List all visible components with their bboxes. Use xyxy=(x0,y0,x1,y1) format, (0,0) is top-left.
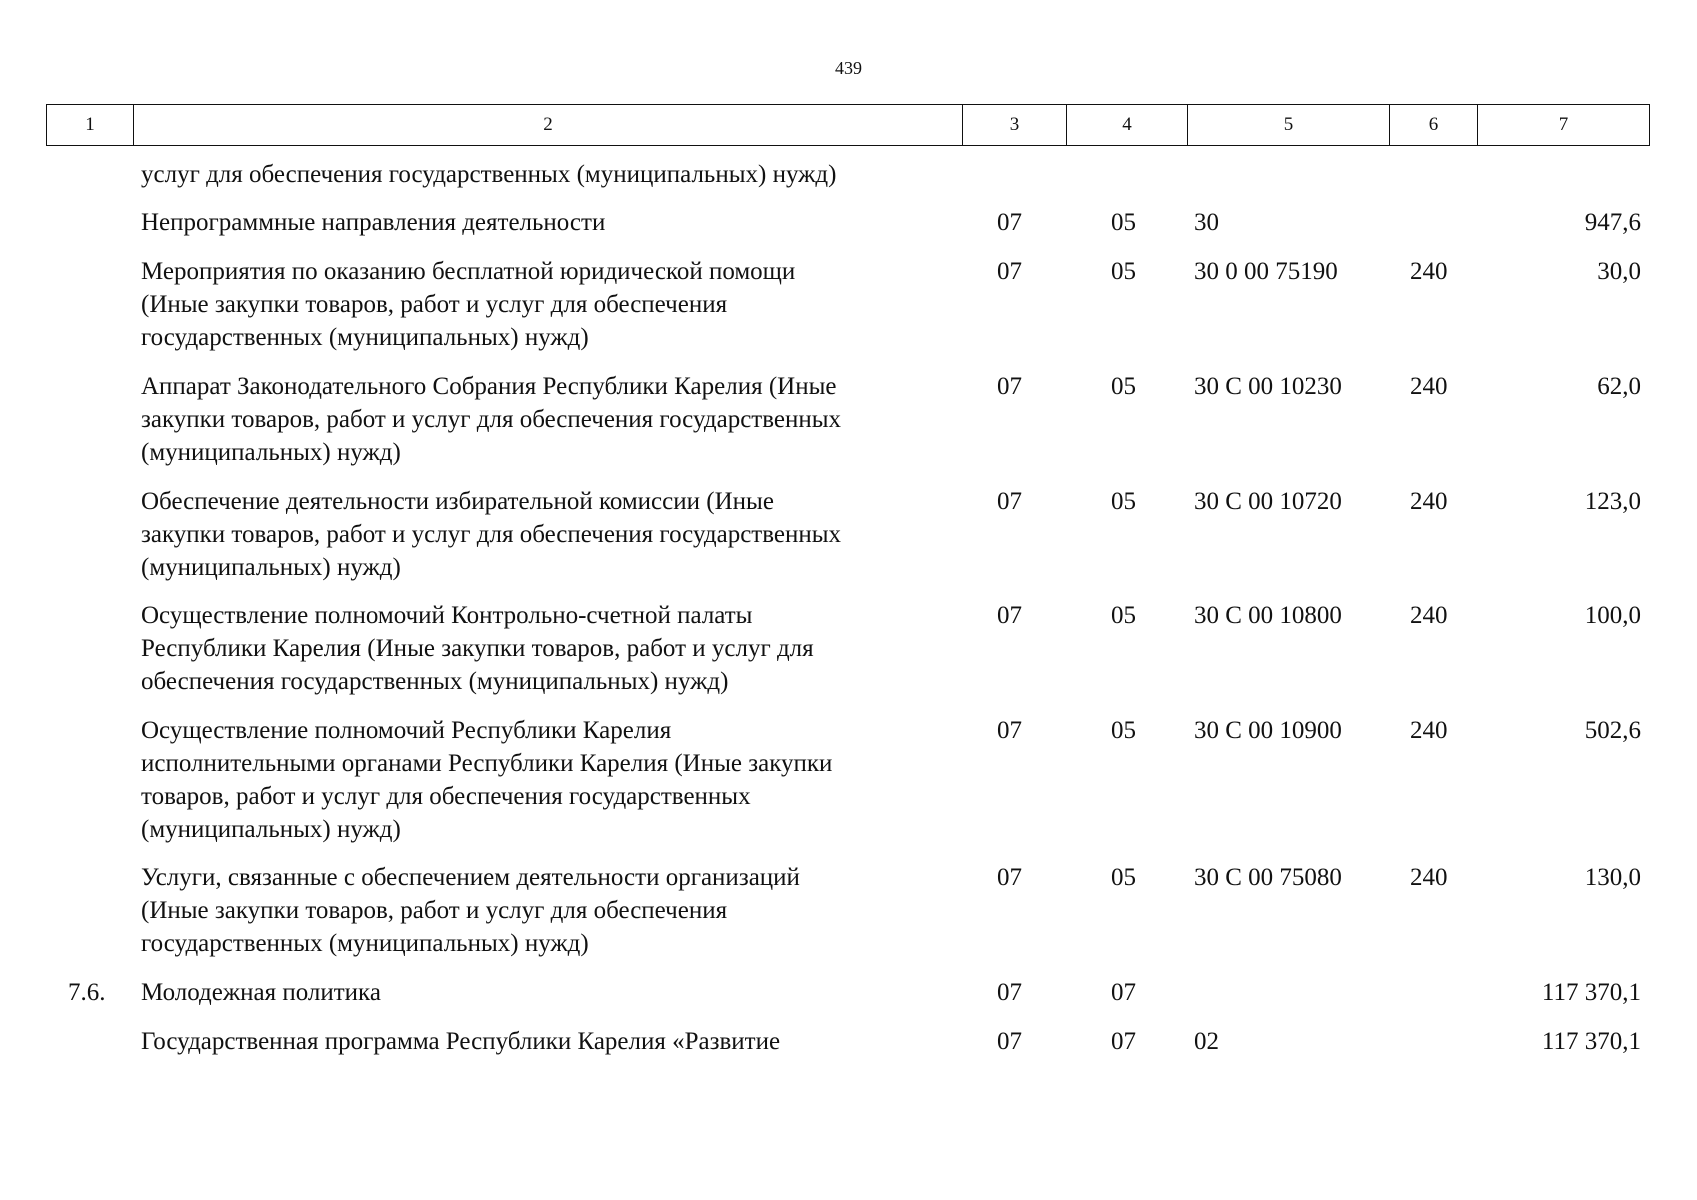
budget-rows xyxy=(46,148,1649,1064)
table-row xyxy=(46,475,1649,589)
row-description xyxy=(141,255,1001,354)
description-line: Осуществление полномочий Республики Карелия xyxy=(141,717,672,744)
description-line: (Иные закупки товаров, работ и услуг для обеспечения xyxy=(141,291,728,318)
description-line: государственных (муниципальных) нужд) xyxy=(141,930,589,957)
description-line: Мероприятия по оказанию бесплатной юридической помощи xyxy=(141,258,796,285)
subsection-code: 05 xyxy=(1111,602,1136,629)
section-code: 07 xyxy=(997,979,1022,1006)
expense-type-code: 240 xyxy=(1410,258,1448,285)
amount: 123,0 xyxy=(1584,488,1641,515)
section-code: 07 xyxy=(997,258,1022,285)
amount: 117 370,1 xyxy=(1541,1028,1641,1055)
description-line: (муниципальных) нужд) xyxy=(141,816,401,843)
table-row xyxy=(46,589,1649,704)
expense-type-code: 240 xyxy=(1410,864,1448,891)
column-header-2: 2 xyxy=(134,105,963,146)
target-article-code: 30 С 00 10230 xyxy=(1194,373,1342,400)
description-line: Непрограммные направления деятельности xyxy=(141,209,606,236)
column-header-row xyxy=(47,105,1650,146)
section-code: 07 xyxy=(997,488,1022,515)
description-line: Услуги, связанные с обеспечением деятельности организаций xyxy=(141,864,800,891)
subsection-code: 07 xyxy=(1111,1028,1136,1055)
section-code: 07 xyxy=(997,602,1022,629)
target-article-code: 30 0 00 75190 xyxy=(1194,258,1338,285)
subsection-code: 05 xyxy=(1111,717,1136,744)
column-header-7: 7 xyxy=(1478,105,1650,146)
row-description xyxy=(141,370,1001,469)
row-description xyxy=(141,976,1001,1009)
column-header-5: 5 xyxy=(1188,105,1390,146)
target-article-code: 30 С 00 10800 xyxy=(1194,602,1342,629)
amount: 62,0 xyxy=(1597,373,1641,400)
table-row xyxy=(46,148,1649,196)
description-line: закупки товаров, работ и услуг для обеспечения государственных xyxy=(141,521,842,548)
description-line: Республики Карелия (Иные закупки товаров, работ и услуг для xyxy=(141,635,814,662)
row-description xyxy=(141,206,1001,239)
expense-type-code: 240 xyxy=(1410,488,1448,515)
row-description xyxy=(141,1025,1001,1058)
description-line: услуг для обеспечения государственных (муниципальных) нужд) xyxy=(141,161,837,188)
description-line: Осуществление полномочий Контрольно-счетной палаты xyxy=(141,602,753,629)
table-row xyxy=(46,851,1649,966)
description-line: (муниципальных) нужд) xyxy=(141,554,401,581)
description-line: Аппарат Законодательного Собрания Республики Карелия (Иные xyxy=(141,373,837,400)
amount: 130,0 xyxy=(1584,864,1641,891)
row-description xyxy=(141,714,1001,846)
section-code: 07 xyxy=(997,1028,1022,1055)
amount: 30,0 xyxy=(1597,258,1641,285)
row-description xyxy=(141,485,1001,584)
section-code: 07 xyxy=(997,864,1022,891)
target-article-code: 30 С 00 10900 xyxy=(1194,717,1342,744)
column-header-3: 3 xyxy=(963,105,1067,146)
expense-type-code: 240 xyxy=(1410,373,1448,400)
table-row xyxy=(46,966,1649,1015)
amount: 117 370,1 xyxy=(1541,979,1641,1006)
amount: 947,6 xyxy=(1584,209,1641,236)
target-article-code: 30 С 00 75080 xyxy=(1194,864,1342,891)
table-row xyxy=(46,360,1649,475)
subsection-code: 05 xyxy=(1111,864,1136,891)
section-code: 07 xyxy=(997,373,1022,400)
description-line: обеспечения государственных (муниципальных) нужд) xyxy=(141,668,729,695)
section-code: 07 xyxy=(997,717,1022,744)
expense-type-code: 240 xyxy=(1410,717,1448,744)
table-row xyxy=(46,704,1649,851)
amount: 502,6 xyxy=(1584,717,1641,744)
target-article-code: 30 xyxy=(1194,209,1219,236)
description-line: (муниципальных) нужд) xyxy=(141,439,401,466)
description-line: закупки товаров, работ и услуг для обеспечения государственных xyxy=(141,406,842,433)
subsection-code: 05 xyxy=(1111,258,1136,285)
amount: 100,0 xyxy=(1584,602,1641,629)
row-description xyxy=(141,158,1001,191)
row-description xyxy=(141,861,1001,960)
description-line: Обеспечение деятельности избирательной комиссии (Иные xyxy=(141,488,774,515)
page-number: 439 xyxy=(835,58,862,78)
row-description xyxy=(141,599,1001,698)
description-line: исполнительными органами Республики Карелия (Иные закупки xyxy=(141,750,833,777)
expense-type-code: 240 xyxy=(1410,602,1448,629)
description-line: (Иные закупки товаров, работ и услуг для обеспечения xyxy=(141,897,728,924)
section-code: 07 xyxy=(997,209,1022,236)
subsection-code: 07 xyxy=(1111,979,1136,1006)
target-article-code: 02 xyxy=(1194,1028,1219,1055)
column-header-table xyxy=(46,104,1650,146)
table-row xyxy=(46,245,1649,360)
row-number: 7.6. xyxy=(68,979,106,1006)
subsection-code: 05 xyxy=(1111,209,1136,236)
description-line: товаров, работ и услуг для обеспечения государственных xyxy=(141,783,751,810)
subsection-code: 05 xyxy=(1111,488,1136,515)
description-line: государственных (муниципальных) нужд) xyxy=(141,324,589,351)
column-header-1: 1 xyxy=(47,105,134,146)
column-header-6: 6 xyxy=(1390,105,1478,146)
subsection-code: 05 xyxy=(1111,373,1136,400)
table-row xyxy=(46,196,1649,245)
table-row xyxy=(46,1015,1649,1064)
target-article-code: 30 С 00 10720 xyxy=(1194,488,1342,515)
description-line: Молодежная политика xyxy=(141,979,381,1006)
column-header-4: 4 xyxy=(1067,105,1188,146)
description-line: Государственная программа Республики Карелия «Развитие xyxy=(141,1028,781,1055)
